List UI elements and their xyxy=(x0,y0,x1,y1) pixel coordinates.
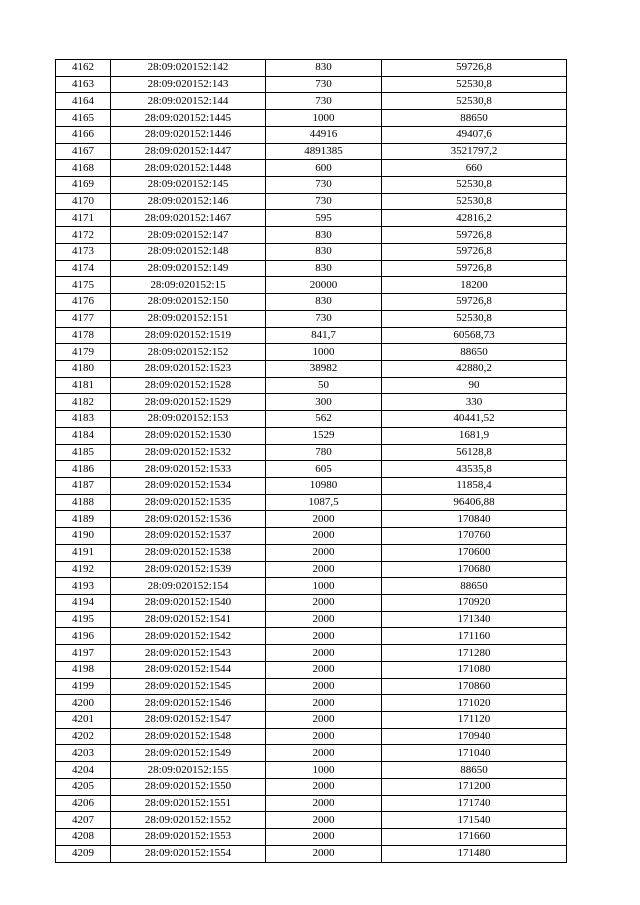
table-row xyxy=(56,277,567,294)
table-row xyxy=(56,461,567,478)
value-cell: 90 xyxy=(382,377,567,394)
cadastral-number-cell: 28:09:020152:1550 xyxy=(111,778,266,795)
row-number-cell: 4195 xyxy=(56,611,111,628)
area-cell: 2000 xyxy=(266,611,382,628)
table-row xyxy=(56,578,567,595)
value-cell: 18200 xyxy=(382,277,567,294)
row-number-cell: 4179 xyxy=(56,344,111,361)
area-cell: 10980 xyxy=(266,477,382,494)
table-row xyxy=(56,294,567,311)
table-row xyxy=(56,628,567,645)
row-number-cell: 4177 xyxy=(56,310,111,327)
row-number-cell: 4182 xyxy=(56,394,111,411)
cadastral-number-cell: 28:09:020152:145 xyxy=(111,177,266,194)
cadastral-number-cell: 28:09:020152:155 xyxy=(111,762,266,779)
row-number-cell: 4181 xyxy=(56,377,111,394)
table-row xyxy=(56,210,567,227)
row-number-cell: 4167 xyxy=(56,143,111,160)
row-number-cell: 4202 xyxy=(56,728,111,745)
row-number-cell: 4173 xyxy=(56,243,111,260)
area-cell: 4891385 xyxy=(266,143,382,160)
area-cell: 1000 xyxy=(266,110,382,127)
cadastral-number-cell: 28:09:020152:149 xyxy=(111,260,266,277)
row-number-cell: 4168 xyxy=(56,160,111,177)
value-cell: 59726,8 xyxy=(382,60,567,77)
cadastral-number-cell: 28:09:020152:1533 xyxy=(111,461,266,478)
row-number-cell: 4186 xyxy=(56,461,111,478)
row-number-cell: 4184 xyxy=(56,427,111,444)
table-row xyxy=(56,427,567,444)
value-cell: 170840 xyxy=(382,511,567,528)
table-row xyxy=(56,227,567,244)
value-cell: 88650 xyxy=(382,344,567,361)
table-row xyxy=(56,544,567,561)
area-cell: 2000 xyxy=(266,528,382,545)
cadastral-number-cell: 28:09:020152:1536 xyxy=(111,511,266,528)
row-number-cell: 4175 xyxy=(56,277,111,294)
area-cell: 2000 xyxy=(266,661,382,678)
row-number-cell: 4207 xyxy=(56,812,111,829)
cadastral-number-cell: 28:09:020152:144 xyxy=(111,93,266,110)
area-cell: 50 xyxy=(266,377,382,394)
row-number-cell: 4203 xyxy=(56,745,111,762)
area-cell: 2000 xyxy=(266,795,382,812)
row-number-cell: 4190 xyxy=(56,528,111,545)
row-number-cell: 4191 xyxy=(56,544,111,561)
cadastral-values-table xyxy=(55,59,567,863)
area-cell: 1087,5 xyxy=(266,494,382,511)
value-cell: 56128,8 xyxy=(382,444,567,461)
row-number-cell: 4163 xyxy=(56,76,111,93)
table-row xyxy=(56,93,567,110)
table-row xyxy=(56,595,567,612)
cadastral-number-cell: 28:09:020152:1530 xyxy=(111,427,266,444)
table-row xyxy=(56,143,567,160)
cadastral-number-cell: 28:09:020152:1554 xyxy=(111,845,266,862)
cadastral-number-cell: 28:09:020152:1548 xyxy=(111,728,266,745)
row-number-cell: 4170 xyxy=(56,193,111,210)
cadastral-number-cell: 28:09:020152:1534 xyxy=(111,477,266,494)
area-cell: 2000 xyxy=(266,595,382,612)
table-row xyxy=(56,494,567,511)
row-number-cell: 4183 xyxy=(56,411,111,428)
area-cell: 595 xyxy=(266,210,382,227)
row-number-cell: 4162 xyxy=(56,60,111,77)
area-cell: 830 xyxy=(266,227,382,244)
cadastral-number-cell: 28:09:020152:1541 xyxy=(111,611,266,628)
value-cell: 171280 xyxy=(382,645,567,662)
table-row xyxy=(56,829,567,846)
cadastral-number-cell: 28:09:020152:1547 xyxy=(111,712,266,729)
area-cell: 2000 xyxy=(266,712,382,729)
value-cell: 52530,8 xyxy=(382,310,567,327)
row-number-cell: 4192 xyxy=(56,561,111,578)
area-cell: 1529 xyxy=(266,427,382,444)
area-cell: 20000 xyxy=(266,277,382,294)
table-row xyxy=(56,260,567,277)
cadastral-number-cell: 28:09:020152:1544 xyxy=(111,661,266,678)
row-number-cell: 4196 xyxy=(56,628,111,645)
value-cell: 170940 xyxy=(382,728,567,745)
table-row xyxy=(56,327,567,344)
value-cell: 40441,52 xyxy=(382,411,567,428)
cadastral-number-cell: 28:09:020152:15 xyxy=(111,277,266,294)
area-cell: 730 xyxy=(266,193,382,210)
area-cell: 1000 xyxy=(266,344,382,361)
row-number-cell: 4180 xyxy=(56,360,111,377)
value-cell: 52530,8 xyxy=(382,93,567,110)
table-row xyxy=(56,745,567,762)
table-row xyxy=(56,444,567,461)
row-number-cell: 4165 xyxy=(56,110,111,127)
value-cell: 43535,8 xyxy=(382,461,567,478)
table-row xyxy=(56,60,567,77)
area-cell: 300 xyxy=(266,394,382,411)
cadastral-number-cell: 28:09:020152:1545 xyxy=(111,678,266,695)
value-cell: 171540 xyxy=(382,812,567,829)
row-number-cell: 4194 xyxy=(56,595,111,612)
value-cell: 170680 xyxy=(382,561,567,578)
area-cell: 2000 xyxy=(266,678,382,695)
row-number-cell: 4208 xyxy=(56,829,111,846)
cadastral-number-cell: 28:09:020152:147 xyxy=(111,227,266,244)
table-row xyxy=(56,160,567,177)
table-row xyxy=(56,411,567,428)
area-cell: 841,7 xyxy=(266,327,382,344)
value-cell: 170860 xyxy=(382,678,567,695)
value-cell: 171020 xyxy=(382,695,567,712)
cadastral-number-cell: 28:09:020152:143 xyxy=(111,76,266,93)
row-number-cell: 4185 xyxy=(56,444,111,461)
value-cell: 330 xyxy=(382,394,567,411)
row-number-cell: 4166 xyxy=(56,126,111,143)
cadastral-number-cell: 28:09:020152:1546 xyxy=(111,695,266,712)
area-cell: 2000 xyxy=(266,728,382,745)
value-cell: 96406,88 xyxy=(382,494,567,511)
table-row xyxy=(56,310,567,327)
row-number-cell: 4176 xyxy=(56,294,111,311)
table-row xyxy=(56,611,567,628)
cadastral-number-cell: 28:09:020152:1538 xyxy=(111,544,266,561)
cadastral-number-cell: 28:09:020152:152 xyxy=(111,344,266,361)
cadastral-number-cell: 28:09:020152:1532 xyxy=(111,444,266,461)
table-row xyxy=(56,511,567,528)
cadastral-number-cell: 28:09:020152:1529 xyxy=(111,394,266,411)
value-cell: 59726,8 xyxy=(382,294,567,311)
value-cell: 3521797,2 xyxy=(382,143,567,160)
row-number-cell: 4164 xyxy=(56,93,111,110)
value-cell: 42880,2 xyxy=(382,360,567,377)
row-number-cell: 4174 xyxy=(56,260,111,277)
value-cell: 171660 xyxy=(382,829,567,846)
cadastral-number-cell: 28:09:020152:1448 xyxy=(111,160,266,177)
area-cell: 2000 xyxy=(266,511,382,528)
value-cell: 171740 xyxy=(382,795,567,812)
cadastral-number-cell: 28:09:020152:1528 xyxy=(111,377,266,394)
value-cell: 42816,2 xyxy=(382,210,567,227)
value-cell: 49407,6 xyxy=(382,126,567,143)
table-row xyxy=(56,126,567,143)
row-number-cell: 4204 xyxy=(56,762,111,779)
cadastral-number-cell: 28:09:020152:1445 xyxy=(111,110,266,127)
table-row xyxy=(56,344,567,361)
table-row xyxy=(56,477,567,494)
row-number-cell: 4169 xyxy=(56,177,111,194)
table-row xyxy=(56,110,567,127)
value-cell: 171480 xyxy=(382,845,567,862)
value-cell: 170600 xyxy=(382,544,567,561)
value-cell: 171200 xyxy=(382,778,567,795)
table-row xyxy=(56,360,567,377)
value-cell: 60568,73 xyxy=(382,327,567,344)
value-cell: 59726,8 xyxy=(382,243,567,260)
table-row xyxy=(56,845,567,862)
table-row xyxy=(56,377,567,394)
cadastral-number-cell: 28:09:020152:1543 xyxy=(111,645,266,662)
cadastral-number-cell: 28:09:020152:1519 xyxy=(111,327,266,344)
cadastral-number-cell: 28:09:020152:1553 xyxy=(111,829,266,846)
table-row xyxy=(56,695,567,712)
table-row xyxy=(56,661,567,678)
value-cell: 11858,4 xyxy=(382,477,567,494)
table-row xyxy=(56,712,567,729)
cadastral-number-cell: 28:09:020152:1535 xyxy=(111,494,266,511)
cadastral-number-cell: 28:09:020152:1540 xyxy=(111,595,266,612)
table-row xyxy=(56,394,567,411)
value-cell: 88650 xyxy=(382,110,567,127)
table-row xyxy=(56,528,567,545)
row-number-cell: 4206 xyxy=(56,795,111,812)
cadastral-number-cell: 28:09:020152:1549 xyxy=(111,745,266,762)
cadastral-number-cell: 28:09:020152:1542 xyxy=(111,628,266,645)
row-number-cell: 4171 xyxy=(56,210,111,227)
table-row xyxy=(56,193,567,210)
cadastral-number-cell: 28:09:020152:153 xyxy=(111,411,266,428)
value-cell: 59726,8 xyxy=(382,260,567,277)
table-row xyxy=(56,177,567,194)
value-cell: 170920 xyxy=(382,595,567,612)
table-row xyxy=(56,76,567,93)
cadastral-number-cell: 28:09:020152:1537 xyxy=(111,528,266,545)
value-cell: 171080 xyxy=(382,661,567,678)
area-cell: 830 xyxy=(266,60,382,77)
value-cell: 660 xyxy=(382,160,567,177)
value-cell: 171340 xyxy=(382,611,567,628)
area-cell: 605 xyxy=(266,461,382,478)
area-cell: 2000 xyxy=(266,645,382,662)
cadastral-number-cell: 28:09:020152:146 xyxy=(111,193,266,210)
area-cell: 38982 xyxy=(266,360,382,377)
area-cell: 730 xyxy=(266,93,382,110)
cadastral-number-cell: 28:09:020152:1523 xyxy=(111,360,266,377)
row-number-cell: 4189 xyxy=(56,511,111,528)
row-number-cell: 4205 xyxy=(56,778,111,795)
table-row xyxy=(56,645,567,662)
area-cell: 730 xyxy=(266,310,382,327)
area-cell: 1000 xyxy=(266,762,382,779)
row-number-cell: 4198 xyxy=(56,661,111,678)
value-cell: 88650 xyxy=(382,578,567,595)
cadastral-number-cell: 28:09:020152:154 xyxy=(111,578,266,595)
value-cell: 52530,8 xyxy=(382,193,567,210)
cadastral-number-cell: 28:09:020152:1447 xyxy=(111,143,266,160)
row-number-cell: 4193 xyxy=(56,578,111,595)
row-number-cell: 4209 xyxy=(56,845,111,862)
cadastral-number-cell: 28:09:020152:151 xyxy=(111,310,266,327)
area-cell: 2000 xyxy=(266,695,382,712)
area-cell: 600 xyxy=(266,160,382,177)
row-number-cell: 4200 xyxy=(56,695,111,712)
area-cell: 562 xyxy=(266,411,382,428)
area-cell: 2000 xyxy=(266,829,382,846)
area-cell: 2000 xyxy=(266,628,382,645)
value-cell: 171160 xyxy=(382,628,567,645)
value-cell: 171040 xyxy=(382,745,567,762)
table-row xyxy=(56,728,567,745)
table-body xyxy=(56,60,567,863)
cadastral-number-cell: 28:09:020152:1467 xyxy=(111,210,266,227)
value-cell: 88650 xyxy=(382,762,567,779)
value-cell: 59726,8 xyxy=(382,227,567,244)
area-cell: 2000 xyxy=(266,544,382,561)
row-number-cell: 4172 xyxy=(56,227,111,244)
area-cell: 830 xyxy=(266,260,382,277)
row-number-cell: 4197 xyxy=(56,645,111,662)
value-cell: 1681,9 xyxy=(382,427,567,444)
area-cell: 1000 xyxy=(266,578,382,595)
value-cell: 171120 xyxy=(382,712,567,729)
area-cell: 830 xyxy=(266,243,382,260)
row-number-cell: 4201 xyxy=(56,712,111,729)
area-cell: 2000 xyxy=(266,812,382,829)
area-cell: 2000 xyxy=(266,745,382,762)
value-cell: 170760 xyxy=(382,528,567,545)
cadastral-number-cell: 28:09:020152:148 xyxy=(111,243,266,260)
area-cell: 44916 xyxy=(266,126,382,143)
row-number-cell: 4187 xyxy=(56,477,111,494)
row-number-cell: 4178 xyxy=(56,327,111,344)
area-cell: 2000 xyxy=(266,778,382,795)
area-cell: 730 xyxy=(266,76,382,93)
area-cell: 2000 xyxy=(266,561,382,578)
table-row xyxy=(56,778,567,795)
area-cell: 830 xyxy=(266,294,382,311)
row-number-cell: 4188 xyxy=(56,494,111,511)
table-row xyxy=(56,678,567,695)
cadastral-number-cell: 28:09:020152:1446 xyxy=(111,126,266,143)
table-row xyxy=(56,243,567,260)
table-row xyxy=(56,561,567,578)
value-cell: 52530,8 xyxy=(382,76,567,93)
cadastral-number-cell: 28:09:020152:1551 xyxy=(111,795,266,812)
table-row xyxy=(56,762,567,779)
row-number-cell: 4199 xyxy=(56,678,111,695)
cadastral-number-cell: 28:09:020152:150 xyxy=(111,294,266,311)
cadastral-number-cell: 28:09:020152:142 xyxy=(111,60,266,77)
area-cell: 780 xyxy=(266,444,382,461)
table-row xyxy=(56,812,567,829)
cadastral-number-cell: 28:09:020152:1552 xyxy=(111,812,266,829)
value-cell: 52530,8 xyxy=(382,177,567,194)
table-row xyxy=(56,795,567,812)
area-cell: 2000 xyxy=(266,845,382,862)
area-cell: 730 xyxy=(266,177,382,194)
cadastral-number-cell: 28:09:020152:1539 xyxy=(111,561,266,578)
